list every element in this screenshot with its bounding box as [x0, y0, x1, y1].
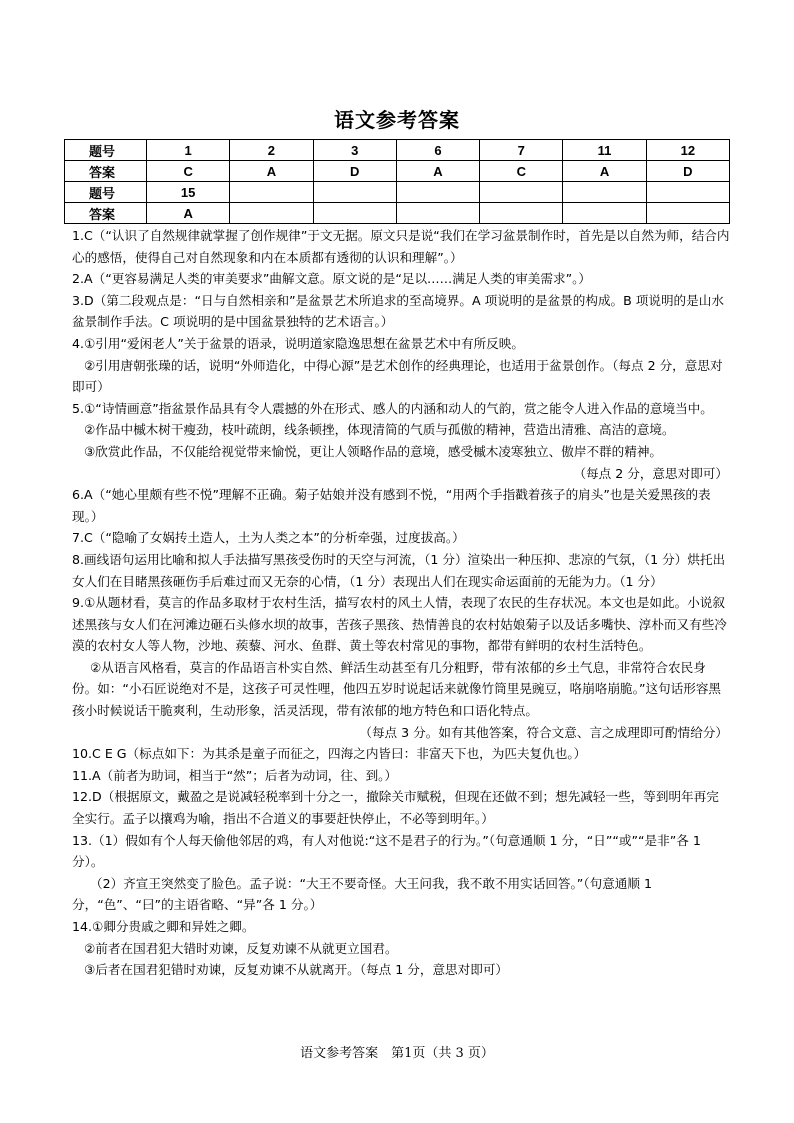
table-cell: 15 [147, 182, 230, 203]
table-row [65, 203, 730, 224]
table-row [65, 140, 730, 161]
table-cell: A [230, 161, 313, 182]
table-cell: A [147, 203, 230, 224]
table-cell: 3 [313, 140, 396, 161]
table-cell: 2 [230, 140, 313, 161]
answer-q2: 2.A（“更容易满足人类的审美要求”曲解文意。原文说的是“足以……满足人类的审美需求”。） [72, 271, 591, 287]
answer-q4-point2: ②引用唐朝张璪的话，说明“外师造化，中得心源”是艺术创作的经典理论，也适用于盆景创作。（每点 2 分，意思对即可） [72, 357, 723, 395]
table-cell: A [563, 161, 646, 182]
table-cell [563, 182, 646, 203]
answer-q1: 1.C（“认识了自然规律就掌握了创作规律”于文无据。原文只是说“我们在学习盆景制作时，首先是以自然为师，结合内心的感悟，使得自己对自然现象和内在本质都有透彻的认识和理解”。） [72, 228, 730, 265]
answer-q13-part2: （2）齐宣王突然变了脸色。孟子说：“大王不要奇怪。大王问我，我不敢不用实话回答。”（句意通顺 1 分，“色”、“曰”的主语省略、“异”各 1 分。） [72, 875, 653, 913]
table-cell [646, 182, 729, 203]
table-row [65, 161, 730, 182]
answer-explanations [72, 225, 730, 981]
answer-q5-point2: ②作品中槭木树干瘦劲，枝叶疏朗，线条顿挫，体现清简的气质与孤傲的精神，营造出清雅、高洁的意境。 [84, 422, 675, 438]
table-cell [230, 203, 313, 224]
answer-q14-point2: ②前者在国君犯大错时劝谏，反复劝谏不从就更立国君。 [84, 940, 398, 956]
table-cell [313, 182, 396, 203]
table-cell [646, 203, 729, 224]
table-cell [396, 182, 479, 203]
table-cell: C [147, 161, 230, 182]
table-cell [396, 203, 479, 224]
page-footer: 语文参考答案 第1页（共 3 页） [300, 1046, 494, 1061]
answer-q5-point1: 5.①“诗情画意”指盆景作品具有令人震撼的外在形式、感人的内涵和动人的气韵，赏之能令人进入作品的意境当中。 [72, 400, 713, 416]
table-cell: 1 [147, 140, 230, 161]
answer-q14-point3: ③后者在国君犯错时劝谏，反复劝谏不从就离开。（每点 1 分，意思对即可） [84, 962, 509, 978]
table-row-label: 答案 [65, 203, 147, 224]
answer-q9-point1: 9.①从题材看，莫言的作品多取材于农村生活，描写农村的风土人情，表现了农民的生存状况。本文也是如此。小说叙述黑孩与女人们在河滩边砸石头修水坝的故事，苦孩子黑孩、热情善良的农村姑娘菊子以及话多嘴快、淳朴而又有些冷漠的农村女人等人物，沙地、蒺藜、河水、鱼群、黄土等农村常见的事物，都带有鲜明的农村生活特色。 [72, 595, 727, 654]
table-cell [480, 203, 563, 224]
table-cell [480, 182, 563, 203]
answer-q9-point2: ②从语言风格看，莫言的作品语言朴实自然、鲜活生动甚至有几分粗野，带有浓郁的乡土气息，非常符合农民身份。如：“小石匠说绝对不是，这孩子可灵性哩，他四五岁时说起话来就像竹筒里晃豌豆，咯崩咯崩脆。”这句话形容黑孩小时候说话干脆爽利，生动形象，活灵活现，带有浓郁的地方特色和口语化特点。 [72, 659, 722, 719]
table-cell: A [396, 161, 479, 182]
table-row [65, 182, 730, 203]
answer-q9-scoring: （每点 3 分。如有其他答案，符合文意、言之成理即可酌情给分） [359, 724, 728, 740]
answer-q5-scoring: （每点 2 分，意思对即可） [573, 465, 728, 481]
table-cell: 11 [563, 140, 646, 161]
page-title: 语文参考答案 [334, 108, 460, 132]
answer-q8: 8.画线语句运用比喻和拟人手法描写黑孩受伤时的天空与河流，（1 分）渲染出一种压抑、悲凉的气氛，（1 分）烘托出女人们在目睹黑孩砸伤手后难过而又无奈的心情，（1 分）表现出人们在现实命运面前的无能为力。（1 分） [72, 551, 726, 589]
answer-q12: 12.D（根据原文，戴盈之是说减轻税率到十分之一，撤除关市赋税，但现在还做不到；想先减轻一些，等到明年再完全实行。孟子以攘鸡为喻，指出不合道义的事要赶快停止，不必等到明年。） [72, 789, 719, 827]
answer-q4-point1: 4.①引用“爱闲老人”关于盆景的语录，说明道家隐逸思想在盆景艺术中有所反映。 [72, 335, 524, 351]
answer-q13-part1: 13.（1）假如有个人每天偷他邻居的鸡，有人对他说:“这不是君子的行为。”（句意通顺 1 分，“日”“或”“是非”各 1 分）。 [72, 832, 701, 870]
answer-table [64, 139, 730, 224]
table-cell: 6 [396, 140, 479, 161]
table-row-label: 题号 [65, 182, 147, 203]
table-row-label: 答案 [65, 161, 147, 182]
table-cell: D [646, 161, 729, 182]
table-cell [230, 182, 313, 203]
table-cell [313, 203, 396, 224]
table-cell [563, 203, 646, 224]
table-cell: 12 [646, 140, 729, 161]
table-cell: 7 [480, 140, 563, 161]
answer-q5-point3: ③欣赏此作品，不仅能给视觉带来愉悦，更让人领略作品的意境，感受槭木凌寒独立、傲岸不群的精神。 [84, 443, 663, 459]
answer-q6: 6.A（“她心里颇有些不悦”理解不正确。菊子姑娘并没有感到不悦，“用两个手指戳着孩子的肩头”也是关爱黑孩的表现。） [72, 487, 711, 524]
answer-q14-point1: 14.①卿分贵戚之卿和异姓之卿。 [72, 919, 255, 934]
answer-q10: 10.C E G（标点如下：为其杀是童子而征之，四海之内皆曰：非富天下也，为匹夫复仇也。） [72, 746, 587, 762]
answer-q11: 11.A（前者为助词，相当于“然”；后者为动词，往、到。） [72, 767, 398, 783]
table-cell: C [480, 161, 563, 182]
table-cell: D [313, 161, 396, 182]
answer-q7: 7.C（“隐喻了女娲抟土造人，土为人类之本”的分析牵强，过度拔高。） [72, 530, 465, 546]
answer-q3: 3.D（第二段观点是：“日与自然相亲和”是盆景艺术所追求的至高境界。A 项说明的是盆景的构成。B 项说明的是山水盆景制作手法。C 项说明的是中国盆景独特的艺术语言。） [72, 292, 724, 330]
table-row-label: 题号 [65, 140, 147, 161]
